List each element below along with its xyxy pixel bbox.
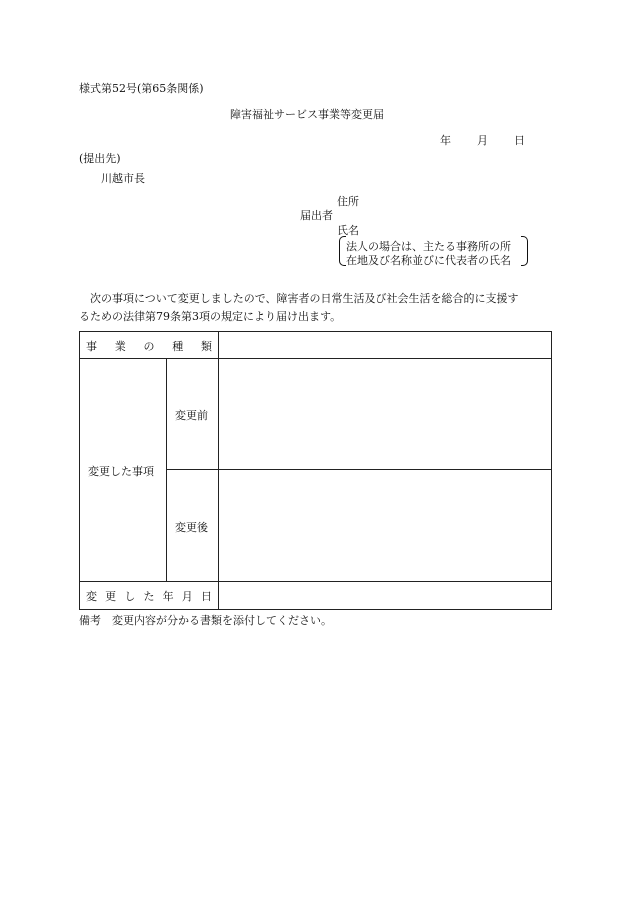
- label-char: 年: [162, 590, 174, 603]
- label-char: 事: [86, 340, 97, 353]
- form-number: 様式第52号(第65条関係): [79, 82, 204, 95]
- table-rule: [79, 358, 552, 359]
- changed-items-label: 変更した事項: [88, 465, 154, 478]
- after-label: 変更後: [175, 521, 208, 534]
- declaration-text: [79, 290, 554, 326]
- name-label: 氏名: [337, 224, 359, 237]
- address-label: 住所: [337, 195, 359, 208]
- label-char: の: [143, 340, 155, 353]
- label-char: 類: [201, 340, 212, 353]
- date-month: 月: [477, 134, 488, 147]
- label-char: 月: [181, 590, 193, 603]
- table-rule: [166, 358, 167, 581]
- table-rule: [166, 469, 552, 470]
- notifier-label: 届出者: [300, 209, 333, 222]
- business-type-label: [86, 338, 212, 354]
- label-char: 更: [105, 590, 117, 603]
- bracket-text-line1: 法人の場合は、主たる事務所の所: [346, 240, 511, 253]
- recipient-name: 川越市長: [101, 172, 145, 185]
- label-char: 日: [200, 590, 212, 603]
- declaration-line2: るための法律第79条第3項の規定により届け出ます。: [79, 310, 342, 323]
- declaration-line1: 次の事項について変更しましたので、障害者の日常生活及び社会生活を総合的に支援す: [90, 292, 519, 305]
- before-label: 変更前: [175, 409, 208, 422]
- table-rule: [218, 331, 219, 359]
- label-char: し: [124, 590, 136, 603]
- bracket-text-line2: 在地及び名称並びに代表者の氏名: [346, 254, 511, 267]
- table-rule: [218, 581, 219, 610]
- label-char: 業: [114, 340, 126, 353]
- document-title: 障害福祉サービス事業等変更届: [230, 108, 384, 121]
- label-char: 種: [172, 340, 184, 353]
- date-day: 日: [514, 134, 525, 147]
- corporation-note-bracket: [339, 236, 528, 266]
- change-date-label: [86, 588, 212, 604]
- remarks-note: 備考 変更内容が分かる書類を添付してください。: [79, 614, 332, 627]
- recipient-label: (提出先): [79, 152, 121, 165]
- label-char: た: [143, 590, 155, 603]
- label-char: 変: [86, 590, 97, 603]
- table-rule: [218, 358, 219, 581]
- date-year: 年: [440, 134, 451, 147]
- table-rule: [79, 581, 552, 582]
